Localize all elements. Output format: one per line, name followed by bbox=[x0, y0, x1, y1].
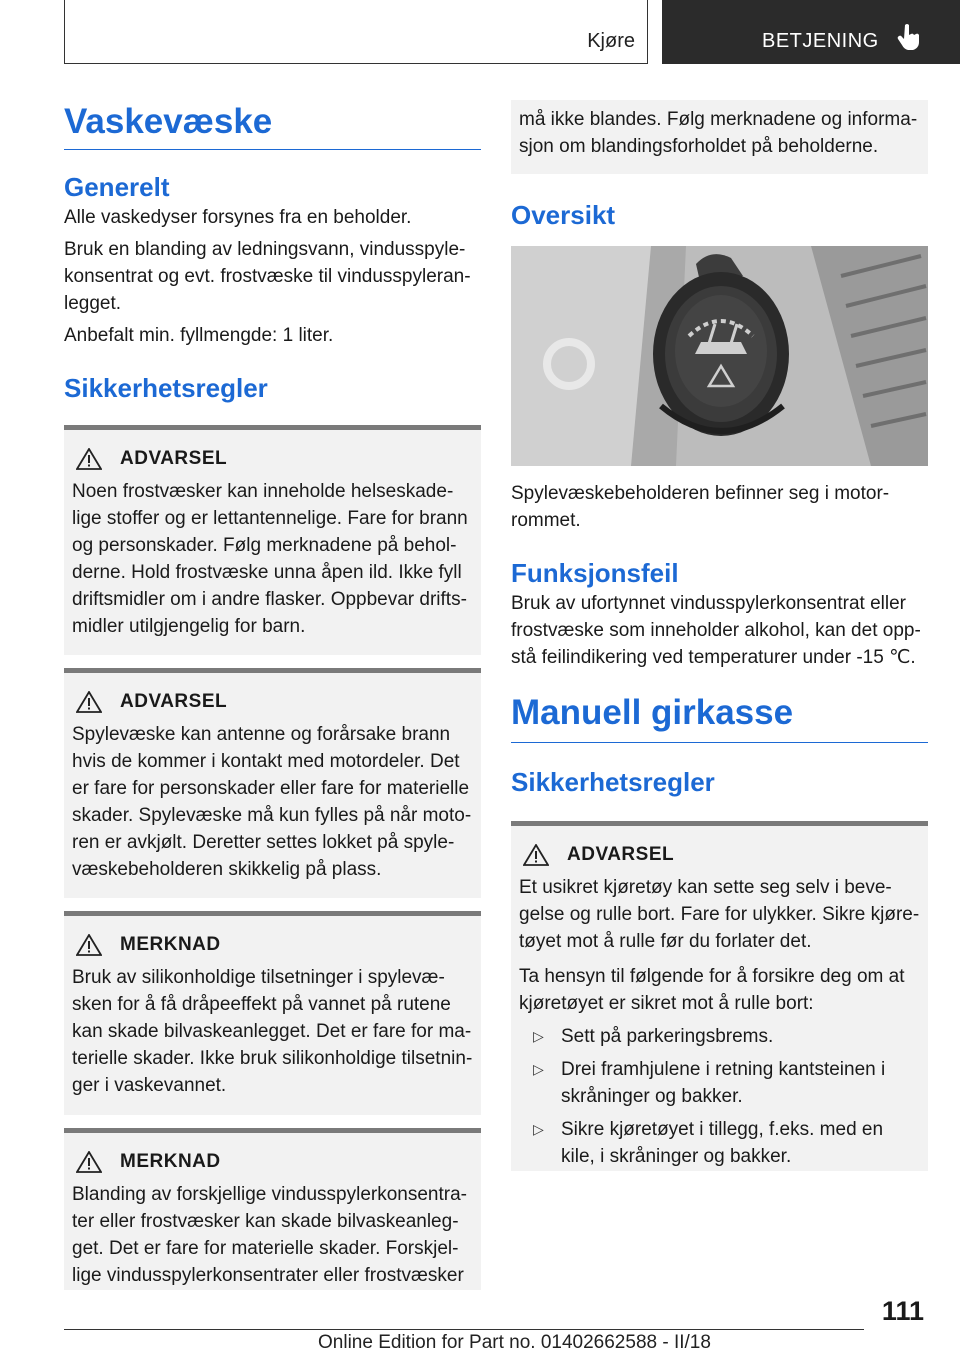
overview-heading: Oversikt bbox=[511, 200, 616, 230]
general-paragraph-3: Anbefalt min. fyllmengde: 1 liter. bbox=[64, 325, 334, 346]
warning-label: ADVARSEL bbox=[567, 844, 675, 865]
washer-reservoir-photo bbox=[511, 246, 928, 466]
safety-heading: Sikkerhetsregler bbox=[511, 767, 715, 797]
header-section-tab bbox=[64, 0, 648, 64]
note-continued-text: må ikke blandes. Følg merknadene og informasjon om blandingsforholdet på beholderne. bbox=[519, 109, 918, 157]
section-title: Manuell girkasse bbox=[511, 693, 794, 732]
note-text: Bruk av silikonholdige tilsetninger i spylevæsken for å få dråpeeffekt på vannet på rutene kan skade bilvaskeanlegget. Det er fare for materielle skader. Ikke bruk silikonholdige tilsetninger i vaskevannet. bbox=[72, 967, 473, 1096]
general-paragraph-1: Alle vaskedyser forsynes fra en beholder. bbox=[64, 207, 412, 228]
hand-pointer-icon bbox=[896, 22, 922, 52]
warning-text: Noen frostvæsker kan inneholde helseskadelige stoffer og er lettantennelige. Fare for brann og personskader. Følg merknadene på beholderne. Hold frostvæske unna åpen ild. Ikke fyll driftsmidler om i andre flasker. Oppbevar driftsmidler utilgjengelig for barn. bbox=[72, 481, 468, 637]
warning-triangle-icon bbox=[76, 1151, 102, 1173]
left-column bbox=[64, 100, 481, 1290]
warning-text: Spylevæske kan antenne og forårsake brann hvis de kommer i kontakt med motordeler. Det er fare for personskader eller fare for materielle skader. Spylevæske må kun fylles på når motoren er avkjølt. Deretter settes lokket på spylevæskebeholderen skikkelig på plass. bbox=[72, 724, 472, 880]
note-label: MERKNAD bbox=[120, 1151, 221, 1172]
general-heading: Generelt bbox=[64, 172, 170, 202]
triangle-right-icon: ▷ bbox=[533, 1061, 544, 1077]
general-paragraph-2: Bruk en blanding av ledningsvann, vindusspylekonsentrat og evt. frostvæske til vindusspyleranlegget. bbox=[64, 239, 471, 314]
triangle-right-icon: ▷ bbox=[533, 1121, 544, 1137]
warning-box bbox=[64, 425, 481, 655]
right-column bbox=[511, 100, 928, 1171]
warning-text: Et usikret kjøretøy kan sette seg selv i bevegelse og rulle bort. Fare for ulykker. Sikre kjøretøyet mot å rulle før du forlater det. bbox=[519, 877, 920, 952]
page-title: Vaskevæske bbox=[64, 102, 273, 141]
header-section-label: Kjøre bbox=[587, 30, 635, 52]
list-item: ▷ Sett på parkeringsbrems. bbox=[519, 1023, 920, 1050]
warning-triangle-icon bbox=[76, 448, 102, 470]
note-box bbox=[64, 1128, 481, 1290]
note-box bbox=[64, 911, 481, 1115]
malfunction-heading: Funksjonsfeil bbox=[511, 558, 679, 588]
note-label: MERKNAD bbox=[120, 934, 221, 955]
warning-triangle-icon bbox=[523, 844, 549, 866]
warning-triangle-icon bbox=[76, 934, 102, 956]
footer-divider bbox=[64, 1329, 864, 1330]
list-item: ▷ Sikre kjøretøyet i tillegg, f.eks. med en kile, i skråninger og bakker. bbox=[519, 1116, 920, 1170]
warning-text: Ta hensyn til følgende for å forsikre deg om at kjøretøyet er sikret mot å rulle bort: bbox=[519, 966, 905, 1014]
page-number: 111 bbox=[881, 1296, 924, 1326]
warning-label: ADVARSEL bbox=[120, 448, 228, 469]
warning-box bbox=[64, 668, 481, 898]
note-box-continued bbox=[511, 100, 928, 174]
header-chapter-label: BETJENING bbox=[762, 30, 879, 52]
footer-edition: Online Edition for Part no. 01402662588 - II/18 bbox=[318, 1332, 711, 1353]
precaution-list bbox=[519, 1023, 920, 1170]
warning-triangle-icon bbox=[76, 691, 102, 713]
list-item: ▷ Drei framhjulene i retning kantsteinen i skråninger og bakker. bbox=[519, 1056, 920, 1110]
photo-caption: Spylevæskebeholderen befinner seg i motorrommet. bbox=[511, 483, 890, 531]
warning-box bbox=[511, 821, 928, 1171]
safety-heading: Sikkerhetsregler bbox=[64, 373, 268, 403]
triangle-right-icon: ▷ bbox=[533, 1028, 544, 1044]
note-text: Blanding av forskjellige vindusspylerkonsentrater eller frostvæsker kan skade bilvaskeanlegget. Det er fare for materielle skader. Forskjellige vindusspylerkonsentrater eller frostvæsker bbox=[72, 1184, 467, 1286]
warning-label: ADVARSEL bbox=[120, 691, 228, 712]
malfunction-text: Bruk av ufortynnet vindusspylerkonsentrat eller frostvæske som inneholder alkohol, kan det oppstå feilindikering ved temperaturer under -15 ℃. bbox=[511, 593, 921, 668]
header-chapter-tab bbox=[662, 0, 960, 64]
